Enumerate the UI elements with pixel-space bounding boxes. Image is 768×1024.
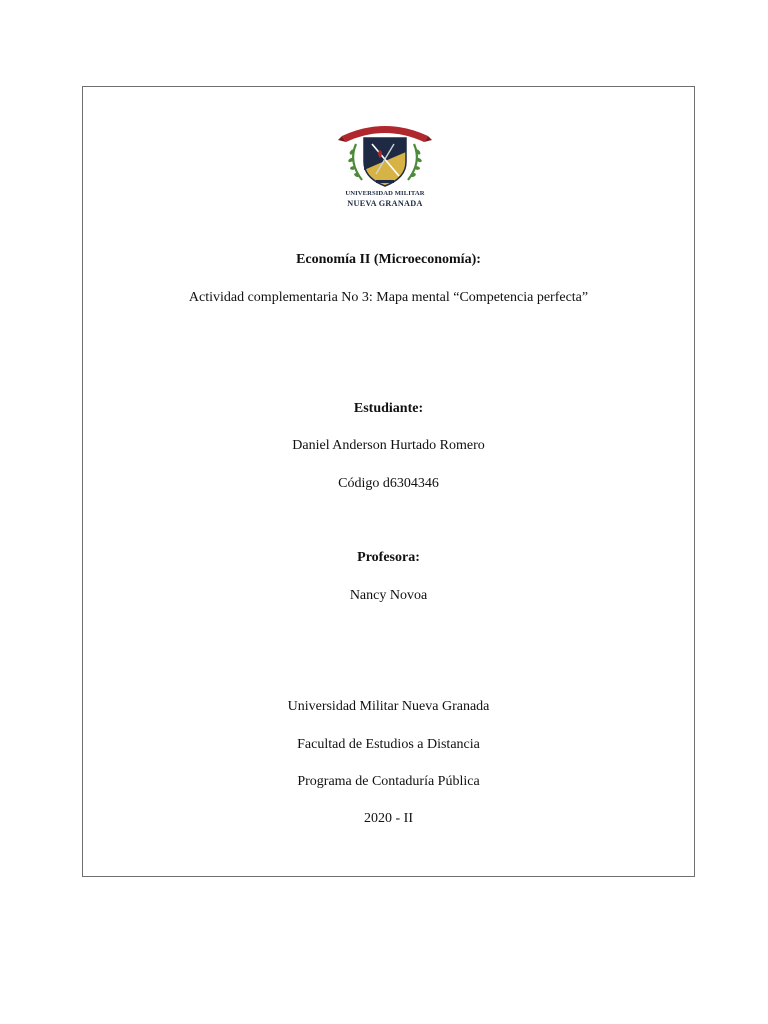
faculty-name: Facultad de Estudios a Distancia [297, 737, 480, 752]
student-heading: Estudiante: [353, 401, 424, 416]
student-name: Daniel Anderson Hurtado Romero [292, 438, 485, 453]
student-code: Código d6304346 [338, 476, 439, 491]
crest-emblem [336, 118, 434, 190]
logo-text-line-2: NUEVA GRANADA [347, 199, 423, 208]
logo-text-line-1: UNIVERSIDAD MILITAR [345, 190, 425, 197]
activity-title: Actividad complementaria No 3: Mapa mental “Competencia perfecta” [188, 290, 589, 305]
teacher-name: Nancy Novoa [349, 588, 428, 603]
program-name: Programa de Contaduría Pública [297, 774, 480, 789]
course-title: Economía II (Microeconomía): [296, 252, 481, 267]
academic-period: 2020 - II [364, 811, 413, 826]
university-logo [336, 118, 434, 214]
teacher-heading: Profesora: [357, 550, 420, 565]
university-name: Universidad Militar Nueva Granada [287, 699, 490, 714]
